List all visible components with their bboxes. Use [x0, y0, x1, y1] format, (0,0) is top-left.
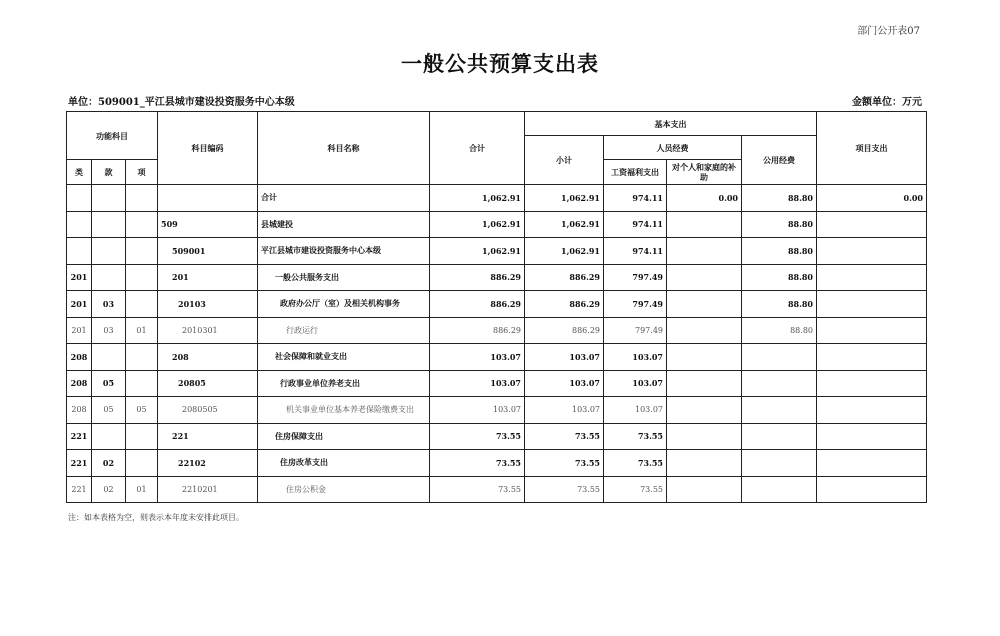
header-subsidy: 对个人和家庭的补助	[667, 160, 742, 185]
header-kuan: 款	[92, 160, 126, 185]
cell-code: 208	[158, 344, 258, 371]
header-project: 项目支出	[817, 112, 927, 185]
header-personnel: 人员经费	[604, 136, 742, 160]
cell-wages: 974.11	[604, 238, 667, 265]
cell-public	[742, 397, 817, 424]
cell-wages: 73.55	[604, 450, 667, 477]
cell-total: 886.29	[430, 317, 525, 344]
cell-public: 88.80	[742, 185, 817, 212]
cell-code: 20805	[158, 370, 258, 397]
table-row	[67, 450, 927, 477]
cell-public	[742, 450, 817, 477]
cell-xiang: 01	[126, 317, 158, 344]
cell-public	[742, 344, 817, 371]
cell-project	[817, 476, 927, 503]
cell-kuan: 02	[92, 476, 126, 503]
cell-kuan: 03	[92, 317, 126, 344]
cell-public: 88.80	[742, 264, 817, 291]
cell-subtotal: 886.29	[525, 291, 604, 318]
cell-code: 2010301	[158, 317, 258, 344]
cell-xiang	[126, 450, 158, 477]
cell-code: 221	[158, 423, 258, 450]
cell-kuan: 02	[92, 450, 126, 477]
cell-wages: 797.49	[604, 291, 667, 318]
header-code: 科目编码	[158, 112, 258, 185]
cell-total: 103.07	[430, 344, 525, 371]
cell-lei	[67, 238, 92, 265]
cell-lei: 208	[67, 397, 92, 424]
cell-wages: 103.07	[604, 370, 667, 397]
footnote: 注：如本表格为空，则表示本年度未安排此项目。	[68, 513, 244, 522]
cell-subsidy	[667, 450, 742, 477]
header-lei: 类	[67, 160, 92, 185]
cell-total: 886.29	[430, 291, 525, 318]
header-public: 公用经费	[742, 136, 817, 185]
cell-project: 0.00	[817, 185, 927, 212]
cell-project	[817, 317, 927, 344]
table-row	[67, 476, 927, 503]
cell-kuan: 05	[92, 397, 126, 424]
cell-lei: 208	[67, 370, 92, 397]
cell-wages: 974.11	[604, 211, 667, 238]
cell-wages: 103.07	[604, 344, 667, 371]
cell-kuan: 05	[92, 370, 126, 397]
cell-code: 509001	[158, 238, 258, 265]
header-func-subject: 功能科目	[67, 112, 158, 160]
cell-project	[817, 450, 927, 477]
cell-name: 政府办公厅（室）及相关机构事务	[258, 291, 430, 318]
cell-total: 1,062.91	[430, 185, 525, 212]
cell-kuan	[92, 238, 126, 265]
cell-xiang	[126, 370, 158, 397]
cell-total: 73.55	[430, 423, 525, 450]
cell-wages: 73.55	[604, 423, 667, 450]
cell-public	[742, 423, 817, 450]
cell-subtotal: 1,062.91	[525, 185, 604, 212]
cell-subtotal: 1,062.91	[525, 211, 604, 238]
cell-lei: 201	[67, 317, 92, 344]
cell-subtotal: 73.55	[525, 450, 604, 477]
cell-subtotal: 1,062.91	[525, 238, 604, 265]
cell-code: 201	[158, 264, 258, 291]
header-name: 科目名称	[258, 112, 430, 185]
cell-lei: 221	[67, 450, 92, 477]
table-row	[67, 344, 927, 371]
cell-kuan	[92, 211, 126, 238]
table-row	[67, 370, 927, 397]
cell-name: 住房公积金	[258, 476, 430, 503]
cell-xiang	[126, 211, 158, 238]
cell-code: 22102	[158, 450, 258, 477]
header-total: 合计	[430, 112, 525, 185]
unit-label: 单位：509001_平江县城市建设投资服务中心本级	[68, 97, 295, 108]
cell-subsidy	[667, 238, 742, 265]
cell-code: 2210201	[158, 476, 258, 503]
cell-xiang: 05	[126, 397, 158, 424]
cell-code: 20103	[158, 291, 258, 318]
cell-total: 1,062.91	[430, 238, 525, 265]
amount-unit-label: 金额单位：万元	[852, 97, 922, 108]
cell-xiang	[126, 344, 158, 371]
cell-project	[817, 344, 927, 371]
cell-subsidy	[667, 264, 742, 291]
cell-kuan	[92, 344, 126, 371]
cell-subsidy	[667, 423, 742, 450]
cell-lei	[67, 185, 92, 212]
cell-name: 一般公共服务支出	[258, 264, 430, 291]
cell-name: 行政运行	[258, 317, 430, 344]
budget-table	[66, 111, 927, 503]
cell-subtotal: 103.07	[525, 370, 604, 397]
cell-total: 1,062.91	[430, 211, 525, 238]
cell-subsidy	[667, 344, 742, 371]
cell-code	[158, 185, 258, 212]
cell-code: 509	[158, 211, 258, 238]
cell-subtotal: 73.55	[525, 476, 604, 503]
table-row	[67, 238, 927, 265]
cell-subtotal: 103.07	[525, 344, 604, 371]
cell-total: 103.07	[430, 397, 525, 424]
header-wages: 工资福利支出	[604, 160, 667, 185]
table-row	[67, 291, 927, 318]
cell-code: 2080505	[158, 397, 258, 424]
cell-lei: 201	[67, 264, 92, 291]
cell-name: 行政事业单位养老支出	[258, 370, 430, 397]
cell-project	[817, 397, 927, 424]
cell-xiang	[126, 291, 158, 318]
table-row	[67, 211, 927, 238]
cell-public	[742, 476, 817, 503]
cell-public: 88.80	[742, 291, 817, 318]
table-number: 部门公开表07	[857, 26, 920, 37]
cell-public: 88.80	[742, 211, 817, 238]
cell-name: 合计	[258, 185, 430, 212]
cell-public: 88.80	[742, 238, 817, 265]
cell-subsidy	[667, 397, 742, 424]
cell-xiang: 01	[126, 476, 158, 503]
table-row	[67, 423, 927, 450]
cell-lei: 221	[67, 476, 92, 503]
cell-total: 103.07	[430, 370, 525, 397]
cell-wages: 73.55	[604, 476, 667, 503]
cell-subsidy	[667, 317, 742, 344]
cell-project	[817, 291, 927, 318]
cell-subtotal: 886.29	[525, 317, 604, 344]
cell-kuan	[92, 264, 126, 291]
cell-total: 886.29	[430, 264, 525, 291]
cell-kuan: 03	[92, 291, 126, 318]
table-row	[67, 397, 927, 424]
cell-name: 机关事业单位基本养老保险缴费支出	[258, 397, 430, 424]
cell-project	[817, 238, 927, 265]
cell-xiang	[126, 238, 158, 265]
cell-xiang	[126, 264, 158, 291]
header-xiang: 项	[126, 160, 158, 185]
cell-name: 住房改革支出	[258, 450, 430, 477]
cell-wages: 797.49	[604, 264, 667, 291]
cell-wages: 103.07	[604, 397, 667, 424]
cell-project	[817, 211, 927, 238]
cell-xiang	[126, 185, 158, 212]
table-row	[67, 185, 927, 212]
cell-lei	[67, 211, 92, 238]
cell-subsidy	[667, 211, 742, 238]
cell-project	[817, 423, 927, 450]
cell-public: 88.80	[742, 317, 817, 344]
cell-lei: 221	[67, 423, 92, 450]
cell-project	[817, 370, 927, 397]
cell-project	[817, 264, 927, 291]
cell-name: 社会保障和就业支出	[258, 344, 430, 371]
page-title: 一般公共预算支出表	[401, 51, 599, 76]
header-subtotal: 小计	[525, 136, 604, 185]
table-row	[67, 317, 927, 344]
cell-subsidy	[667, 476, 742, 503]
cell-xiang	[126, 423, 158, 450]
cell-name: 住房保障支出	[258, 423, 430, 450]
cell-wages: 974.11	[604, 185, 667, 212]
cell-subtotal: 886.29	[525, 264, 604, 291]
cell-subtotal: 103.07	[525, 397, 604, 424]
cell-subsidy	[667, 291, 742, 318]
cell-total: 73.55	[430, 476, 525, 503]
cell-subsidy	[667, 370, 742, 397]
cell-lei: 201	[67, 291, 92, 318]
table-row	[67, 264, 927, 291]
cell-kuan	[92, 185, 126, 212]
header-basic: 基本支出	[525, 112, 817, 136]
cell-total: 73.55	[430, 450, 525, 477]
cell-public	[742, 370, 817, 397]
cell-name: 平江县城市建设投资服务中心本级	[258, 238, 430, 265]
cell-kuan	[92, 423, 126, 450]
cell-name: 县城建投	[258, 211, 430, 238]
cell-subsidy: 0.00	[667, 185, 742, 212]
cell-subtotal: 73.55	[525, 423, 604, 450]
cell-lei: 208	[67, 344, 92, 371]
cell-wages: 797.49	[604, 317, 667, 344]
